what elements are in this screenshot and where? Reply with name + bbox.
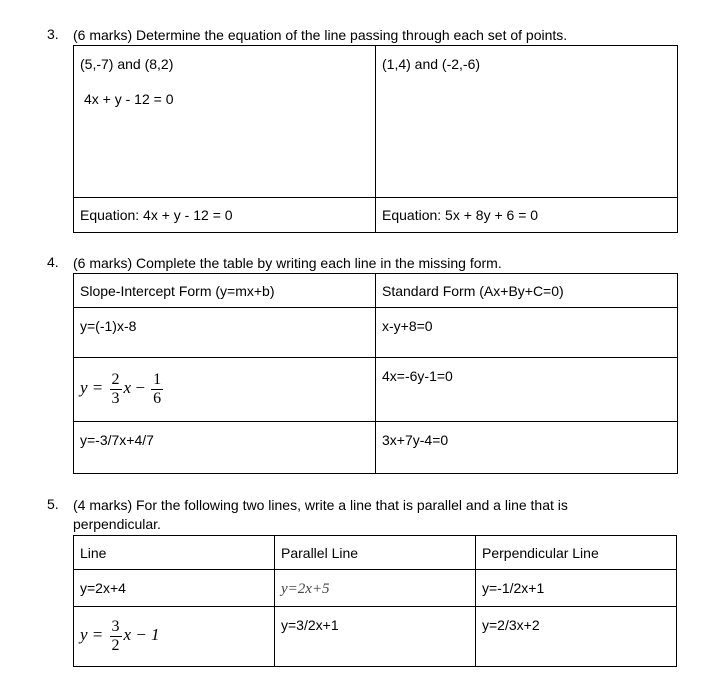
q5-header-parallel: Parallel Line — [275, 536, 476, 570]
q5-row1-perp: y=-1/2x+1 — [482, 580, 545, 596]
q4-row3-si: y=-3/7x+4/7 — [80, 432, 154, 448]
q4-row3-std: 3x+7y-4=0 — [382, 432, 449, 448]
q3-right-equation[interactable]: Equation: 5x + 8y + 6 = 0 — [376, 198, 678, 233]
q3-right-points: (1,4) and (-2,-6) — [382, 56, 481, 72]
q4-row1-standard-cell[interactable] — [376, 308, 678, 358]
q4-header-standard: Standard Form (Ax+By+C=0) — [376, 274, 678, 308]
q5-prompt-line1: (4 marks) For the following two lines, write a line that is parallel and a line that is — [73, 497, 568, 513]
q4-row2-slope-intercept-cell[interactable] — [74, 358, 376, 422]
q5-number: 5. — [47, 496, 59, 512]
q4-row2-std: 4x=-6y-1=0 — [382, 368, 453, 384]
q5-row2-line-cell — [74, 607, 275, 667]
q5-row1-parallel-cell[interactable] — [275, 570, 476, 607]
q5-row1-line: y=2x+4 — [74, 570, 275, 607]
q4-row2-equation: y = $\frac{2}{3}$ x − $\frac{1}{6}$ — [80, 371, 162, 407]
q5-table — [73, 535, 677, 667]
q5-row2-equation: y = $\frac{3}{2}$ x − 1 — [80, 618, 160, 654]
q4-header-slope-intercept: Slope-Intercept Form (y=mx+b) — [74, 274, 376, 308]
q5-header-line: Line — [74, 536, 275, 570]
q3-left-work-cell[interactable] — [74, 46, 376, 198]
q5-row2-parallel-cell[interactable] — [275, 607, 476, 667]
q4-prompt: (6 marks) Complete the table by writing each line in the missing form. — [73, 255, 502, 271]
q4-row2-fraction-2: $\frac{1}{6}$ — [153, 371, 162, 407]
q3-left-work: 4x + y - 12 = 0 — [84, 91, 174, 107]
q4-row2-lhs: y = — [80, 378, 104, 398]
q5-row2-parallel: y=3/2x+1 — [281, 617, 339, 633]
q4-table — [73, 273, 678, 474]
q3-left-equation[interactable]: Equation: 4x + y - 12 = 0 — [74, 198, 376, 233]
q4-row1-std: x-y+8=0 — [382, 318, 433, 334]
q3-left-points: (5,-7) and (8,2) — [80, 56, 174, 72]
q3-prompt: (6 marks) Determine the equation of the line passing through each set of points. — [73, 27, 568, 43]
q3-table — [73, 45, 678, 233]
q5-row1-perpendicular-cell[interactable] — [476, 570, 677, 607]
q3-right-work-cell[interactable] — [376, 46, 678, 198]
q5-row2-perp: y=2/3x+2 — [482, 617, 540, 633]
q4-row3-slope-intercept-cell[interactable] — [74, 422, 376, 474]
q5-row1-parallel: y=2x+5 — [281, 580, 330, 597]
q4-row3-standard-cell[interactable] — [376, 422, 678, 474]
q4-number: 4. — [47, 254, 59, 270]
q4-row1-slope-intercept-cell[interactable] — [74, 308, 376, 358]
q4-row2-fraction-1: $\frac{2}{3}$ — [111, 371, 120, 407]
q5-header-perpendicular: Perpendicular Line — [476, 536, 677, 570]
q3-number: 3. — [47, 26, 59, 42]
q4-row1-si: y=(-1)x-8 — [80, 318, 137, 334]
q5-row2-perpendicular-cell[interactable] — [476, 607, 677, 667]
q4-row2-standard-cell[interactable] — [376, 358, 678, 422]
q5-row2-fraction: $\frac{3}{2}$ — [111, 618, 120, 654]
q5-prompt-line2: perpendicular. — [73, 516, 161, 532]
